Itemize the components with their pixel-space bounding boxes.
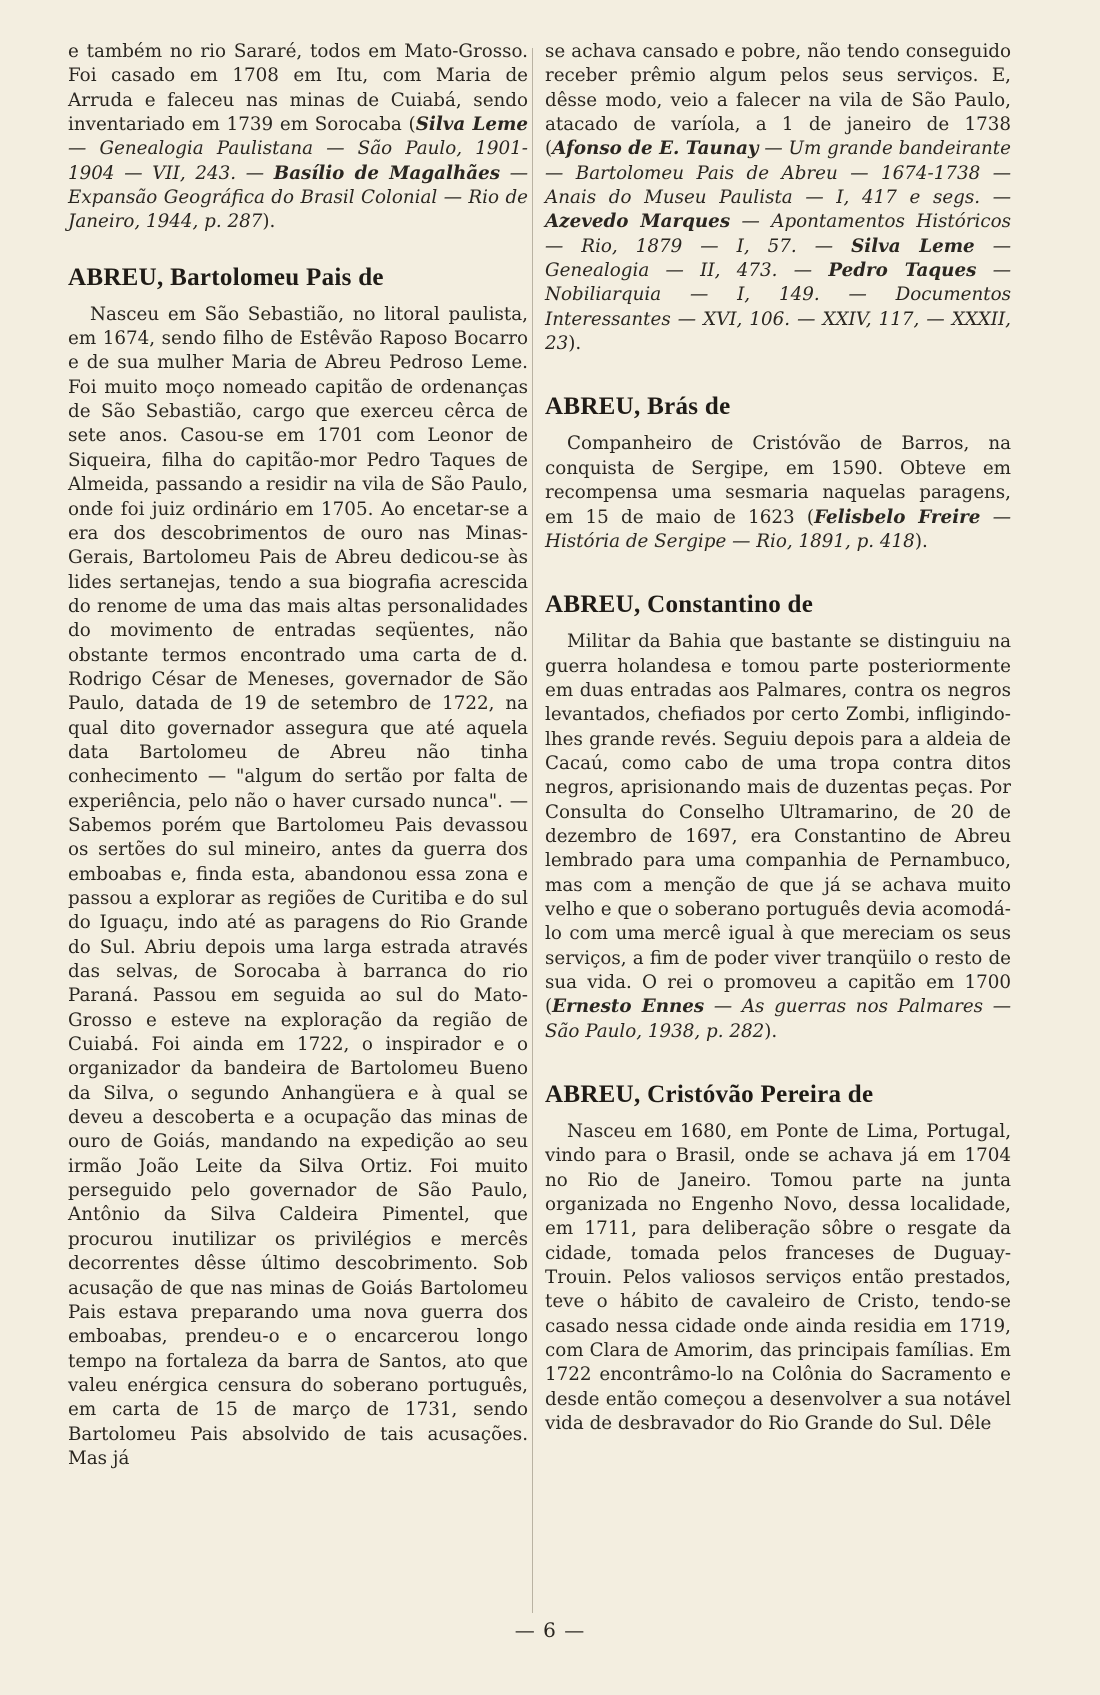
reference-author: Silva Leme [851,235,975,257]
entry-heading-constantino: ABREU, Constantino de [545,591,814,619]
column-divider [532,48,533,1613]
reference: Silva Leme — Genealogia Paulistana — São Paulo, 1901-1904 — VII, 243. — Basílio de Magalhães — Expansão Geográfica do Brasil Colonial — Rio de Janeiro, 1944, p. 287 [68,114,529,233]
page-number: — 6 — [514,1618,586,1642]
entry-body-bartolomeu: Nasceu em São Sebastião, no litoral paulista, em 1674, sendo filho de Estêvão Raposo Bocarro e de sua mulher Maria de Abreu Pedroso Leme. Foi muito moço nomeado capitão de ordenanças de São Sebastião, cargo que exerceu cêrca de sete anos. Casou-se em 1701 com Leonor de Siqueira, filha do capitão-mor Pedro Taques de Almeida, passando a residir na vila de São Paulo, onde foi juiz ordinário em 1705. Ao encetar-se a era dos descobrimentos de ouro nas Minas-Gerais, Bartolomeu Pais de Abreu dedicou-se às lides sertanejas, tendo a sua biografia acrescida do renome de uma das mais altas personalidades do movimento de entradas seqüentes, não obstante termos encontrado uma carta de d. Rodrigo César de Meneses, governador de São Paulo, datada de 19 de setembro de 1722, na qual dito governador assegura que até aquela data Bartolomeu de Abreu não tinha conhecimento — "algum do sertão por falta de experiência, pelo não o haver cursado nunca". — Sabemos porém que Bartolomeu Pais devassou os sertões do sul mineiro, antes da guerra dos emboabas e, finda esta, abandonou essa zona e passou a explorar as regiões de Curitiba e do sul do Iguaçu, indo até as paragens do Rio Grande do Sul. Abriu depois uma larga estrada através das selvas, de Sorocaba à barranca do rio Paraná. Passou em seguida ao sul do Mato-Grosso e esteve na exploração da região de Cuiabá. Foi ainda em 1722, o inspirador e o organizador da bandeira de Bartolomeu Bueno da Silva, o segundo Anhangüera e à qual se deveu a descoberta e a ocupação das minas de ouro de Goiás, mandando na expedição ao seu irmão João Leite da Silva Ortiz. Foi muito perseguido pelo governador de São Paulo, Antônio da Silva Caldeira Pimentel, que procurou inutilizar os privilégios e mercês decorrentes dêsse último descobrimento. Sob acusação de que nas minas de Goiás Bartolomeu Pais estava preparando uma nova guerra dos emboabas, prendeu-o e o encarcerou longo tempo na fortaleza da barra de Santos, ato que valeu enérgica censura do soberano português, em carta de 15 de março de 1731, sendo Bartolomeu Pais absolvido de tais acusações. Mas já [68,303,528,1469]
left-column [68,40,528,1471]
reference-author: Silva Leme [415,114,529,136]
entry-heading-cristovao: ABREU, Cristóvão Pereira de [545,1081,874,1109]
continuation-paragraph: e também no rio Sararé, todos em Mato-Grosso. Foi casado em 1708 em Itu, com Maria de Arruda e faleceu nas minas de Cuiabá, sendo inventariado em 1739 em Sorocaba (Silva Leme — Genealogia Paulistana — São Paulo, 1901-1904 — VII, 243. — Basílio de Magalhães — Expansão Geográfica do Brasil Colonial — Rio de Janeiro, 1944, p. 287). [68,41,529,233]
entry-body-constantino: Militar da Bahia que bastante se distinguiu na guerra holandesa e tomou parte posteriormente em duas entradas aos Palmares, contra os negros levantados, chefiados por certo Zombi, infligindo-lhes grande revés. Seguiu depois para a aldeia de Cacaú, como cabo de uma tropa contra ditos negros, aprisionando mais de duzentas peças. Por Consulta do Conselho Ultramarino, de 20 de dezembro de 1697, era Constantino de Abreu lembrado para uma companhia de Pernambuco, mas com a menção de que já se achava muito velho e que o soberano português devia acomodá-lo com uma mercê igual à que mereciam os seus serviços, a fim de poder viver tranqüilo o resto de sua vida. O rei o promoveu a capitão em 1700 (Ernesto Ennes — As guerras nos Palmares — São Paulo, 1938, p. 282). [545,631,1011,1042]
entry-heading-bartolomeu: ABREU, Bartolomeu Pais de [68,263,384,291]
reference-author: Azevedo Marques [545,211,731,233]
reference-author: Afonso de E. Taunay [552,138,759,160]
reference-author: Pedro Taques [828,260,977,282]
entry-body-cristovao: Nasceu em 1680, em Ponte de Lima, Portugal, vindo para o Brasil, onde se achava já em 1704 no Rio de Janeiro. Tomou parte na junta organizada no Engenho Novo, dessa localidade, em 1711, para deliberação sôbre o resgate da cidade, tomada pelos franceses de Duguay-Trouin. Pelos valiosos serviços então prestados, teve o hábito de cavaleiro de Cristo, tendo-se casado nessa cidade onde ainda residia em 1719, com Clara de Amorim, das principais famílias. Em 1722 encontrâmo-lo na Colônia do Sacramento e desde então começou a desenvolver a sua notável vida de desbravador do Rio Grande do Sul. Dêle [545,1121,1011,1435]
reference: Ernesto Ennes — As guerras nos Palmares — São Paulo, 1938, p. 282 [545,996,1011,1042]
right-column [545,40,1011,1437]
reference-author: Felisbelo Freire [814,506,981,528]
continuation-paragraph: se achava cansado e pobre, não tendo conseguido receber prêmio algum pelos seus serviços. E, dêsse modo, veio a falecer na vila de São Paulo, atacado de varíola, a 1 de janeiro de 1738 (Afonso de E. Taunay — Um grande bandeirante — Bartolomeu Pais de Abreu — 1674-1738 — Anais do Museu Paulista — I, 417 e segs. — Azevedo Marques — Apontamentos Históricos — Rio, 1879 — I, 57. — Silva Leme — Genealogia — II, 473. — Pedro Taques — Nobiliarquia — I, 149. — Documentos Interessantes — XVI, 106. — XXIV, 117, — XXXII, 23). [545,41,1011,355]
reference-author: Basílio de Magalhães [273,162,501,184]
entry-heading-bras: ABREU, Brás de [545,393,731,421]
reference: Afonso de E. Taunay — Um grande bandeirante — Bartolomeu Pais de Abreu — 1674-1738 — Anais do Museu Paulista — I, 417 e segs. — Azevedo Marques — Apontamentos Históricos — Rio, 1879 — I, 57. — Silva Leme — Genealogia — II, 473. — Pedro Taques — Nobiliarquia — I, 149. — Documentos Interessantes — XVI, 106. — XXIV, 117, — XXXII, 23 [545,138,1011,355]
reference-author: Ernesto Ennes [552,996,705,1018]
reference: Felisbelo Freire — História de Sergipe — Rio, 1891, p. 418 [545,506,1011,552]
entry-body-bras: Companheiro de Cristóvão de Barros, na conquista de Sergipe, em 1590. Obteve em recompensa uma sesmaria naquelas paragens, em 15 de maio de 1623 (Felisbelo Freire — História de Sergipe — Rio, 1891, p. 418). [545,433,1011,552]
